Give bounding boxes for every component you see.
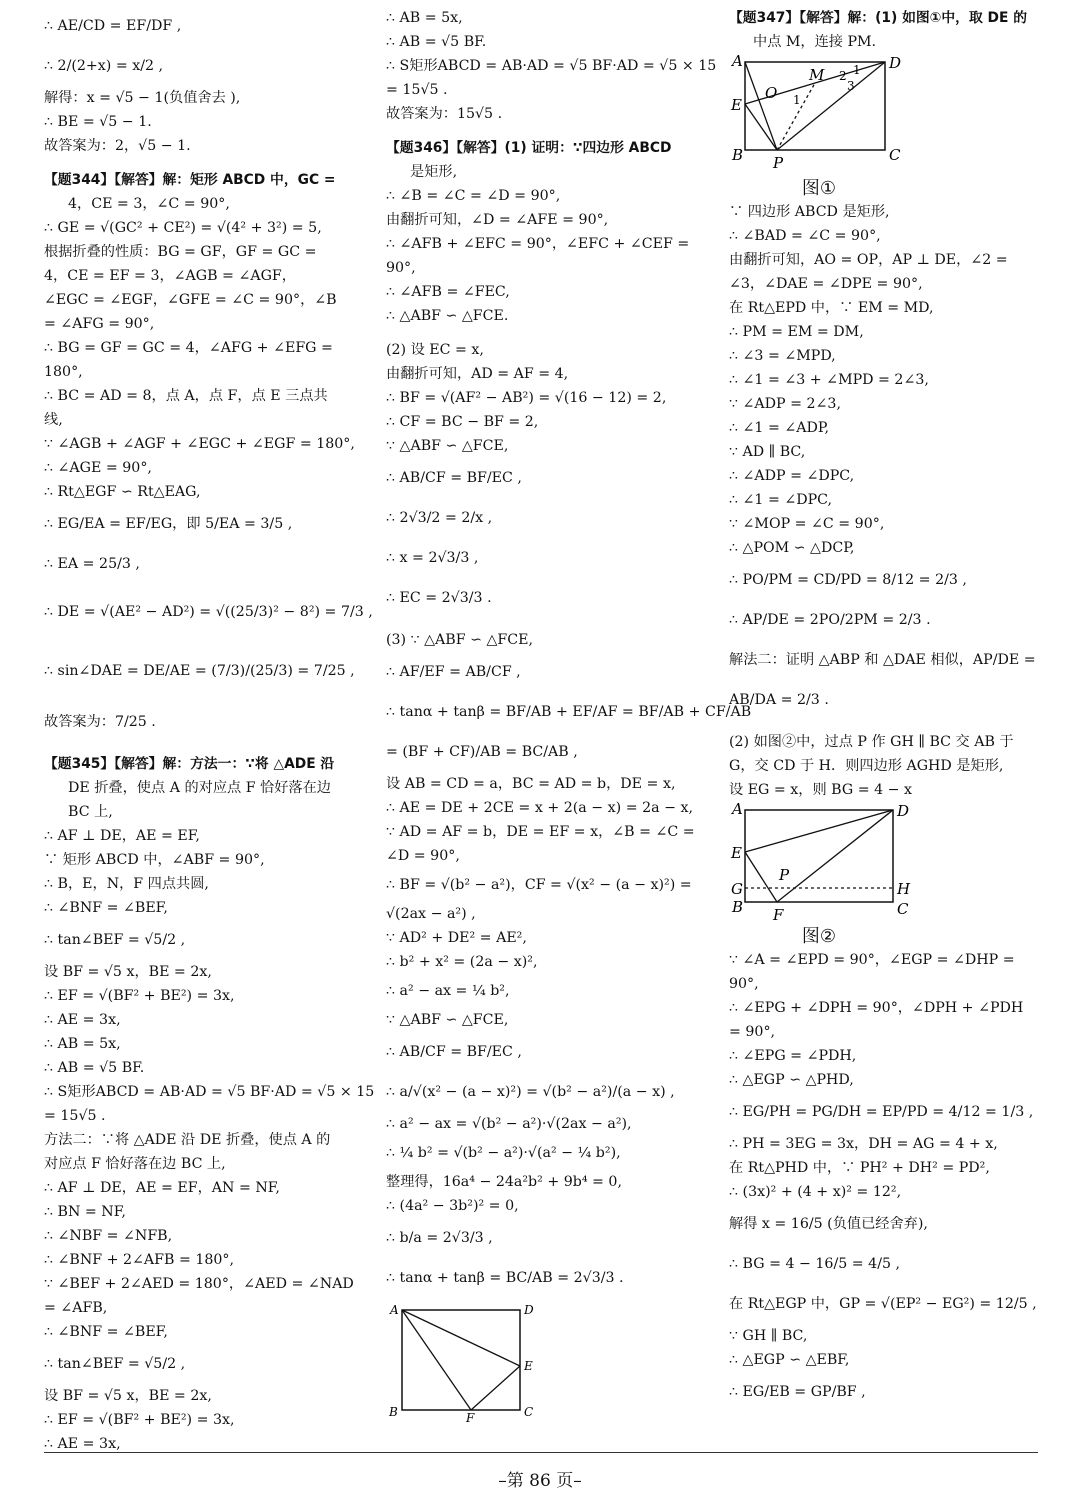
solution-line: ∴ BG = 4 − 16/5 = 4/5 , — [729, 1256, 901, 1272]
solution-line: 设 BF = √5 x，BE = 2x, — [44, 1388, 212, 1404]
fig1-angle-2: 2 — [839, 69, 847, 83]
solution-line: 方法二：∵将 △ADE 沿 DE 折叠，使点 A 的 — [44, 1132, 331, 1148]
fig2-label-g: G — [731, 880, 743, 898]
solution-line: 整理得，16a⁴ − 24a²b² + 9b⁴ = 0, — [386, 1174, 622, 1190]
fig2-label-e: E — [731, 844, 742, 862]
solution-line: ∴ sin∠DAE = DE/AE = (7/3)/(25/3) = 7/25 , — [44, 663, 355, 679]
column-middle-text — [386, 6, 752, 1298]
solution-line: ∴ tanα + tanβ = BF/AB + EF/AF = BF/AB + CF/AB — [386, 704, 752, 720]
solution-line: ∴ tan∠BEF = √5/2 , — [44, 932, 186, 948]
solution-line: = (BF + CF)/AB = BC/AB , — [386, 744, 578, 760]
solution-line: ∴ ∠AFB + ∠EFC = 90°，∠EFC + ∠CEF = — [386, 236, 690, 252]
fig346-label-b: B — [389, 1405, 398, 1419]
solution-line: DE 折叠，使点 A 的对应点 F 恰好落在边 — [68, 780, 331, 796]
solution-line: 由翻折可知，AO = OP，AP ⊥ DE，∠2 = — [729, 252, 1008, 268]
solution-line: 中点 M，连接 PM. — [753, 34, 877, 50]
solution-line: ∴ 2/(2+x) = x/2 , — [44, 58, 164, 74]
solution-line: ∵ ∠AGB + ∠AGF + ∠EGC + ∠EGF = 180°, — [44, 436, 355, 452]
solution-line: ∴ Rt△EGF ∽ Rt△EAG, — [44, 484, 201, 500]
solution-line: ∴ BC = AD = 8，点 A，点 F，点 E 三点共 — [44, 388, 328, 404]
solution-line: ∴ AB = 5x, — [386, 10, 463, 26]
fig1-label-e: E — [731, 96, 742, 114]
solution-line: ∴ a/√(x² − (a − x)²) = √(b² − a²)/(a − x) , — [386, 1084, 675, 1100]
fig2-caption: 图② — [801, 926, 837, 947]
solution-line: 90°, — [386, 260, 416, 276]
solution-line: ∴ BF = √(AF² − AB²) = √(16 − 12) = 2, — [386, 390, 667, 406]
solution-line: ∴ ∠1 = ∠3 + ∠MPD = 2∠3, — [729, 372, 929, 388]
solution-line: ∴ GE = √(GC² + CE²) = √(4² + 3²) = 5, — [44, 220, 322, 236]
fig1-label-d: D — [889, 54, 902, 72]
column-right-text-3 — [729, 948, 1041, 1412]
solution-line: ∴ AE = 3x, — [44, 1012, 121, 1028]
fig346-label-f: F — [466, 1411, 475, 1425]
solution-line: 在 Rt△PHD 中，∵ PH² + DH² = PD², — [729, 1160, 990, 1176]
question-heading: 【题347】【解答】解：(1) 如图①中，取 DE 的 — [729, 10, 1028, 26]
solution-line: 由翻折可知，AD = AF = 4, — [386, 366, 569, 382]
fig346-label-a: A — [390, 1303, 399, 1317]
solution-line: ∴ EA = 25/3 , — [44, 556, 140, 572]
solution-line: 设 EG = x，则 BG = 4 − x — [729, 782, 913, 798]
fig1-label-c: C — [889, 146, 901, 164]
fig346-label-d: D — [524, 1303, 534, 1317]
solution-line: ∴ ∠B = ∠C = ∠D = 90°, — [386, 188, 561, 204]
column-right — [729, 6, 1041, 1412]
fig1-label-p: P — [773, 154, 784, 172]
solution-line: ∴ ¼ b² = √(b² − a²)·√(a² − ¼ b²), — [386, 1145, 621, 1161]
solution-line: ∴ a² − ax = ¼ b², — [386, 983, 510, 999]
solution-line: ∴ AF ⊥ DE，AE = EF, — [44, 828, 200, 844]
page-number: –第 86 页– — [498, 1471, 582, 1491]
solution-line: ∵ AD = AF = b，DE = EF = x，∠B = ∠C = — [386, 824, 695, 840]
solution-line: ∴ △ABF ∽ △FCE. — [386, 308, 509, 324]
solution-line: 90°, — [729, 976, 759, 992]
solution-line: ∴ BN = NF, — [44, 1204, 126, 1220]
solution-line: ∴ EF = √(BF² + BE²) = 3x, — [44, 988, 235, 1004]
fig2-label-a: A — [732, 800, 743, 818]
solution-line: 在 Rt△EPD 中，∵ EM = MD, — [729, 300, 934, 316]
fig2-label-f: F — [773, 906, 784, 924]
solution-line: = 15√5 . — [44, 1108, 106, 1124]
fig2-label-c: C — [897, 900, 909, 918]
solution-line: ∴ b/a = 2√3/3 , — [386, 1230, 493, 1246]
solution-line: = 90°, — [729, 1024, 776, 1040]
solution-line: ∴ tan∠BEF = √5/2 , — [44, 1356, 186, 1372]
solution-line: ∵ AD² + DE² = AE², — [386, 930, 527, 946]
solution-line: 设 BF = √5 x，BE = 2x, — [44, 964, 212, 980]
solution-line: 对应点 F 恰好落在边 BC 上, — [44, 1156, 226, 1172]
solution-line: ∴ ∠3 = ∠MPD, — [729, 348, 836, 364]
solution-line: ∵ ∠ADP = 2∠3, — [729, 396, 841, 412]
footer-rule — [44, 1452, 1038, 1453]
solution-line: 是矩形, — [410, 164, 458, 180]
solution-line: ∵ ∠MOP = ∠C = 90°, — [729, 516, 885, 532]
solution-line: ∴ EF = √(BF² + BE²) = 3x, — [44, 1412, 235, 1428]
solution-line: ∴ ∠BNF = ∠BEF, — [44, 1324, 168, 1340]
solution-line: ∠3，∠DAE = ∠DPE = 90°, — [729, 276, 923, 292]
solution-line: ∵ 矩形 ABCD 中，∠ABF = 90°, — [44, 852, 265, 868]
solution-line: ∵ AD ∥ BC, — [729, 444, 806, 460]
question-heading: 【题346】【解答】(1) 证明：∵四边形 ABCD — [386, 140, 672, 156]
solution-line: ∵ GH ∥ BC, — [729, 1328, 808, 1344]
solution-line: ∵ ∠BEF + 2∠AED = 180°，∠AED = ∠NAD — [44, 1276, 354, 1292]
solution-line: 故答案为：15√5 . — [386, 106, 503, 122]
solution-line: ∴ EG/PH = PG/DH = EP/PD = 4/12 = 1/3 , — [729, 1104, 1034, 1120]
fig1-caption: 图① — [801, 178, 837, 199]
fig1-angle-3: 3 — [847, 79, 855, 93]
solution-line: 180°, — [44, 364, 83, 380]
solution-line: ∴ AE/CD = EF/DF , — [44, 18, 182, 34]
fig346-label-e: E — [524, 1359, 533, 1373]
solution-line: 4，CE = 3，∠C = 90°, — [68, 196, 230, 212]
solution-line: ∴ AB/CF = BF/EC , — [386, 1044, 522, 1060]
solution-line: ∴ ∠BNF + 2∠AFB = 180°, — [44, 1252, 235, 1268]
solution-line: ∴ ∠1 = ∠DPC, — [729, 492, 833, 508]
figure-2-rectangle — [729, 802, 909, 922]
solution-line: 解得 x = 16/5 (负值已经舍弃), — [729, 1216, 928, 1232]
fig1-label-o: O — [765, 84, 778, 102]
solution-line: ∴ PM = EM = DM, — [729, 324, 864, 340]
solution-line: ∴ CF = BC − BF = 2, — [386, 414, 539, 430]
solution-line: = ∠AFG = 90°, — [44, 316, 155, 332]
solution-line: ∴ PH = 3EG = 3x，DH = AG = 4 + x, — [729, 1136, 998, 1152]
solution-line: ∴ ∠EPG = ∠PDH, — [729, 1048, 857, 1064]
solution-line: ∴ AB = 5x, — [44, 1036, 121, 1052]
solution-line: ∴ ∠ADP = ∠DPC, — [729, 468, 855, 484]
solution-line: ∵ △ABF ∽ △FCE, — [386, 438, 509, 454]
solution-line: ∴ AF/EF = AB/CF , — [386, 664, 521, 680]
solution-line: ∠EGC = ∠EGF，∠GFE = ∠C = 90°，∠B — [44, 292, 337, 308]
solution-line: 4，CE = EF = 3，∠AGB = ∠AGF， — [44, 268, 296, 284]
solution-line: ∴ BG = GF = GC = 4，∠AFG + ∠EFG = — [44, 340, 333, 356]
question-heading: 【题345】【解答】解：方法一：∵将 △ADE 沿 — [44, 756, 335, 772]
solution-line: ∠D = 90°, — [386, 848, 460, 864]
column-right-text-1 — [729, 6, 1041, 54]
solution-line: AB/DA = 2/3 . — [729, 692, 829, 708]
solution-line: ∴ ∠AFB = ∠FEC, — [386, 284, 510, 300]
solution-line: 设 AB = CD = a，BC = AD = b，DE = x, — [386, 776, 676, 792]
fig1-label-m: M — [809, 66, 825, 84]
solution-line: ∴ 2√3/2 = 2/x , — [386, 510, 493, 526]
solution-line: (3) ∵ △ABF ∽ △FCE, — [386, 632, 533, 648]
solution-line: ∴ AB = √5 BF. — [44, 1060, 145, 1076]
solution-line: G，交 CD 于 H．则四边形 AGHD 是矩形, — [729, 758, 1004, 774]
solution-line: 解法二：证明 △ABP 和 △DAE 相似，AP/DE = — [729, 652, 1036, 668]
solution-line: ∴ ∠NBF = ∠NFB, — [44, 1228, 173, 1244]
solution-line: ∴ ∠1 = ∠ADP, — [729, 420, 830, 436]
solution-line: ∴ △POM ∽ △DCP, — [729, 540, 855, 556]
solution-line: ∴ b² + x² = (2a − x)², — [386, 954, 538, 970]
solution-line: ∴ AP/DE = 2PO/2PM = 2/3 . — [729, 612, 931, 628]
solution-line: 由翻折可知，∠D = ∠AFE = 90°, — [386, 212, 609, 228]
solution-line: ∵ 四边形 ABCD 是矩形, — [729, 204, 890, 220]
solution-line: ∴ (3x)² + (4 + x)² = 12², — [729, 1184, 902, 1200]
solution-line: ∴ AF ⊥ DE，AE = EF，AN = NF, — [44, 1180, 280, 1196]
solution-line: ∴ EG/EA = EF/EG，即 5/EA = 3/5 , — [44, 516, 293, 532]
solution-line: 故答案为：7/25 . — [44, 714, 156, 730]
solution-line: ∴ S矩形ABCD = AB·AD = √5 BF·AD = √5 × 15 — [386, 58, 717, 74]
solution-line: ∴ BE = √5 − 1. — [44, 114, 152, 130]
question-heading: 【题344】【解答】解：矩形 ABCD 中，GC = — [44, 172, 336, 188]
solution-line: ∴ EC = 2√3/3 . — [386, 590, 492, 606]
solution-line: = 15√5 . — [386, 82, 448, 98]
fig1-angle-1-top: 1 — [853, 63, 861, 77]
solution-line: ∴ ∠BNF = ∠BEF, — [44, 900, 168, 916]
fig1-label-b: B — [732, 146, 744, 164]
solution-line: ∴ ∠EPG + ∠DPH = 90°，∠DPH + ∠PDH — [729, 1000, 1024, 1016]
solution-line: ∴ AB = √5 BF. — [386, 34, 487, 50]
solution-line: ∴ S矩形ABCD = AB·AD = √5 BF·AD = √5 × 15 — [44, 1084, 375, 1100]
fig2-label-d: D — [897, 802, 910, 820]
solution-line: ∴ PO/PM = CD/PD = 8/12 = 2/3 , — [729, 572, 967, 588]
column-left — [44, 6, 375, 1456]
fig2-label-b: B — [732, 898, 744, 916]
solution-line: ∴ (4a² − 3b²)² = 0, — [386, 1198, 519, 1214]
solution-line: 解得：x = √5 − 1(负值舍去 ), — [44, 90, 241, 106]
fig2-label-h: H — [897, 880, 911, 898]
solution-line: ∴ DE = √(AE² − AD²) = √((25/3)² − 8²) = 7/3 , — [44, 604, 373, 620]
solution-line: 故答案为：2，√5 − 1. — [44, 138, 191, 154]
fig2-label-p: P — [779, 866, 790, 884]
solution-line: 根据折叠的性质：BG = GF，GF = GC = — [44, 244, 317, 260]
solution-line: ∴ AE = DE + 2CE = x + 2(a − x) = 2a − x, — [386, 800, 694, 816]
fig346-label-c: C — [524, 1405, 534, 1419]
solution-line: BC 上, — [68, 804, 113, 820]
column-right-text-2 — [729, 200, 1041, 802]
solution-line: ∴ ∠BAD = ∠C = 90°, — [729, 228, 881, 244]
solution-line: (2) 设 EC = x, — [386, 342, 484, 358]
solution-line: ∴ △EGP ∽ △EBF, — [729, 1352, 850, 1368]
column-middle — [386, 6, 752, 1425]
solution-line: √(2ax − a²) , — [386, 906, 476, 922]
solution-line: 线, — [44, 412, 63, 428]
solution-line: ∴ ∠AGE = 90°, — [44, 460, 152, 476]
fig1-angle-1-mid: 1 — [793, 93, 801, 107]
solution-line: ∴ B，E，N，F 四点共圆, — [44, 876, 209, 892]
figure-1-rectangle — [729, 54, 909, 174]
solution-line: ∴ a² − ax = √(b² − a²)·√(2ax − a²), — [386, 1116, 632, 1132]
solution-line: ∴ AB/CF = BF/EC , — [386, 470, 522, 486]
solution-line: ∵ ∠A = ∠EPD = 90°，∠EGP = ∠DHP = — [729, 952, 1015, 968]
solution-line: = ∠AFB, — [44, 1300, 108, 1316]
solution-line: ∴ BF = √(b² − a²)，CF = √(x² − (a − x)²) = — [386, 877, 692, 893]
solution-line: (2) 如图②中，过点 P 作 GH ∥ BC 交 AB 于 — [729, 734, 1014, 750]
solution-line: ∴ △EGP ∽ △PHD, — [729, 1072, 854, 1088]
solution-line: ∴ tanα + tanβ = BC/AB = 2√3/3 . — [386, 1270, 624, 1286]
solution-line: 在 Rt△EGP 中，GP = √(EP² − EG²) = 12/5 , — [729, 1296, 1037, 1312]
figure-346-rectangle-fold — [386, 1302, 556, 1425]
solution-line: ∵ △ABF ∽ △FCE, — [386, 1012, 509, 1028]
solution-line: ∴ AE = 3x, — [44, 1436, 121, 1452]
solution-line: ∴ EG/EB = GP/BF , — [729, 1384, 866, 1400]
fig1-label-a: A — [732, 52, 743, 70]
solution-line: ∴ x = 2√3/3 , — [386, 550, 479, 566]
